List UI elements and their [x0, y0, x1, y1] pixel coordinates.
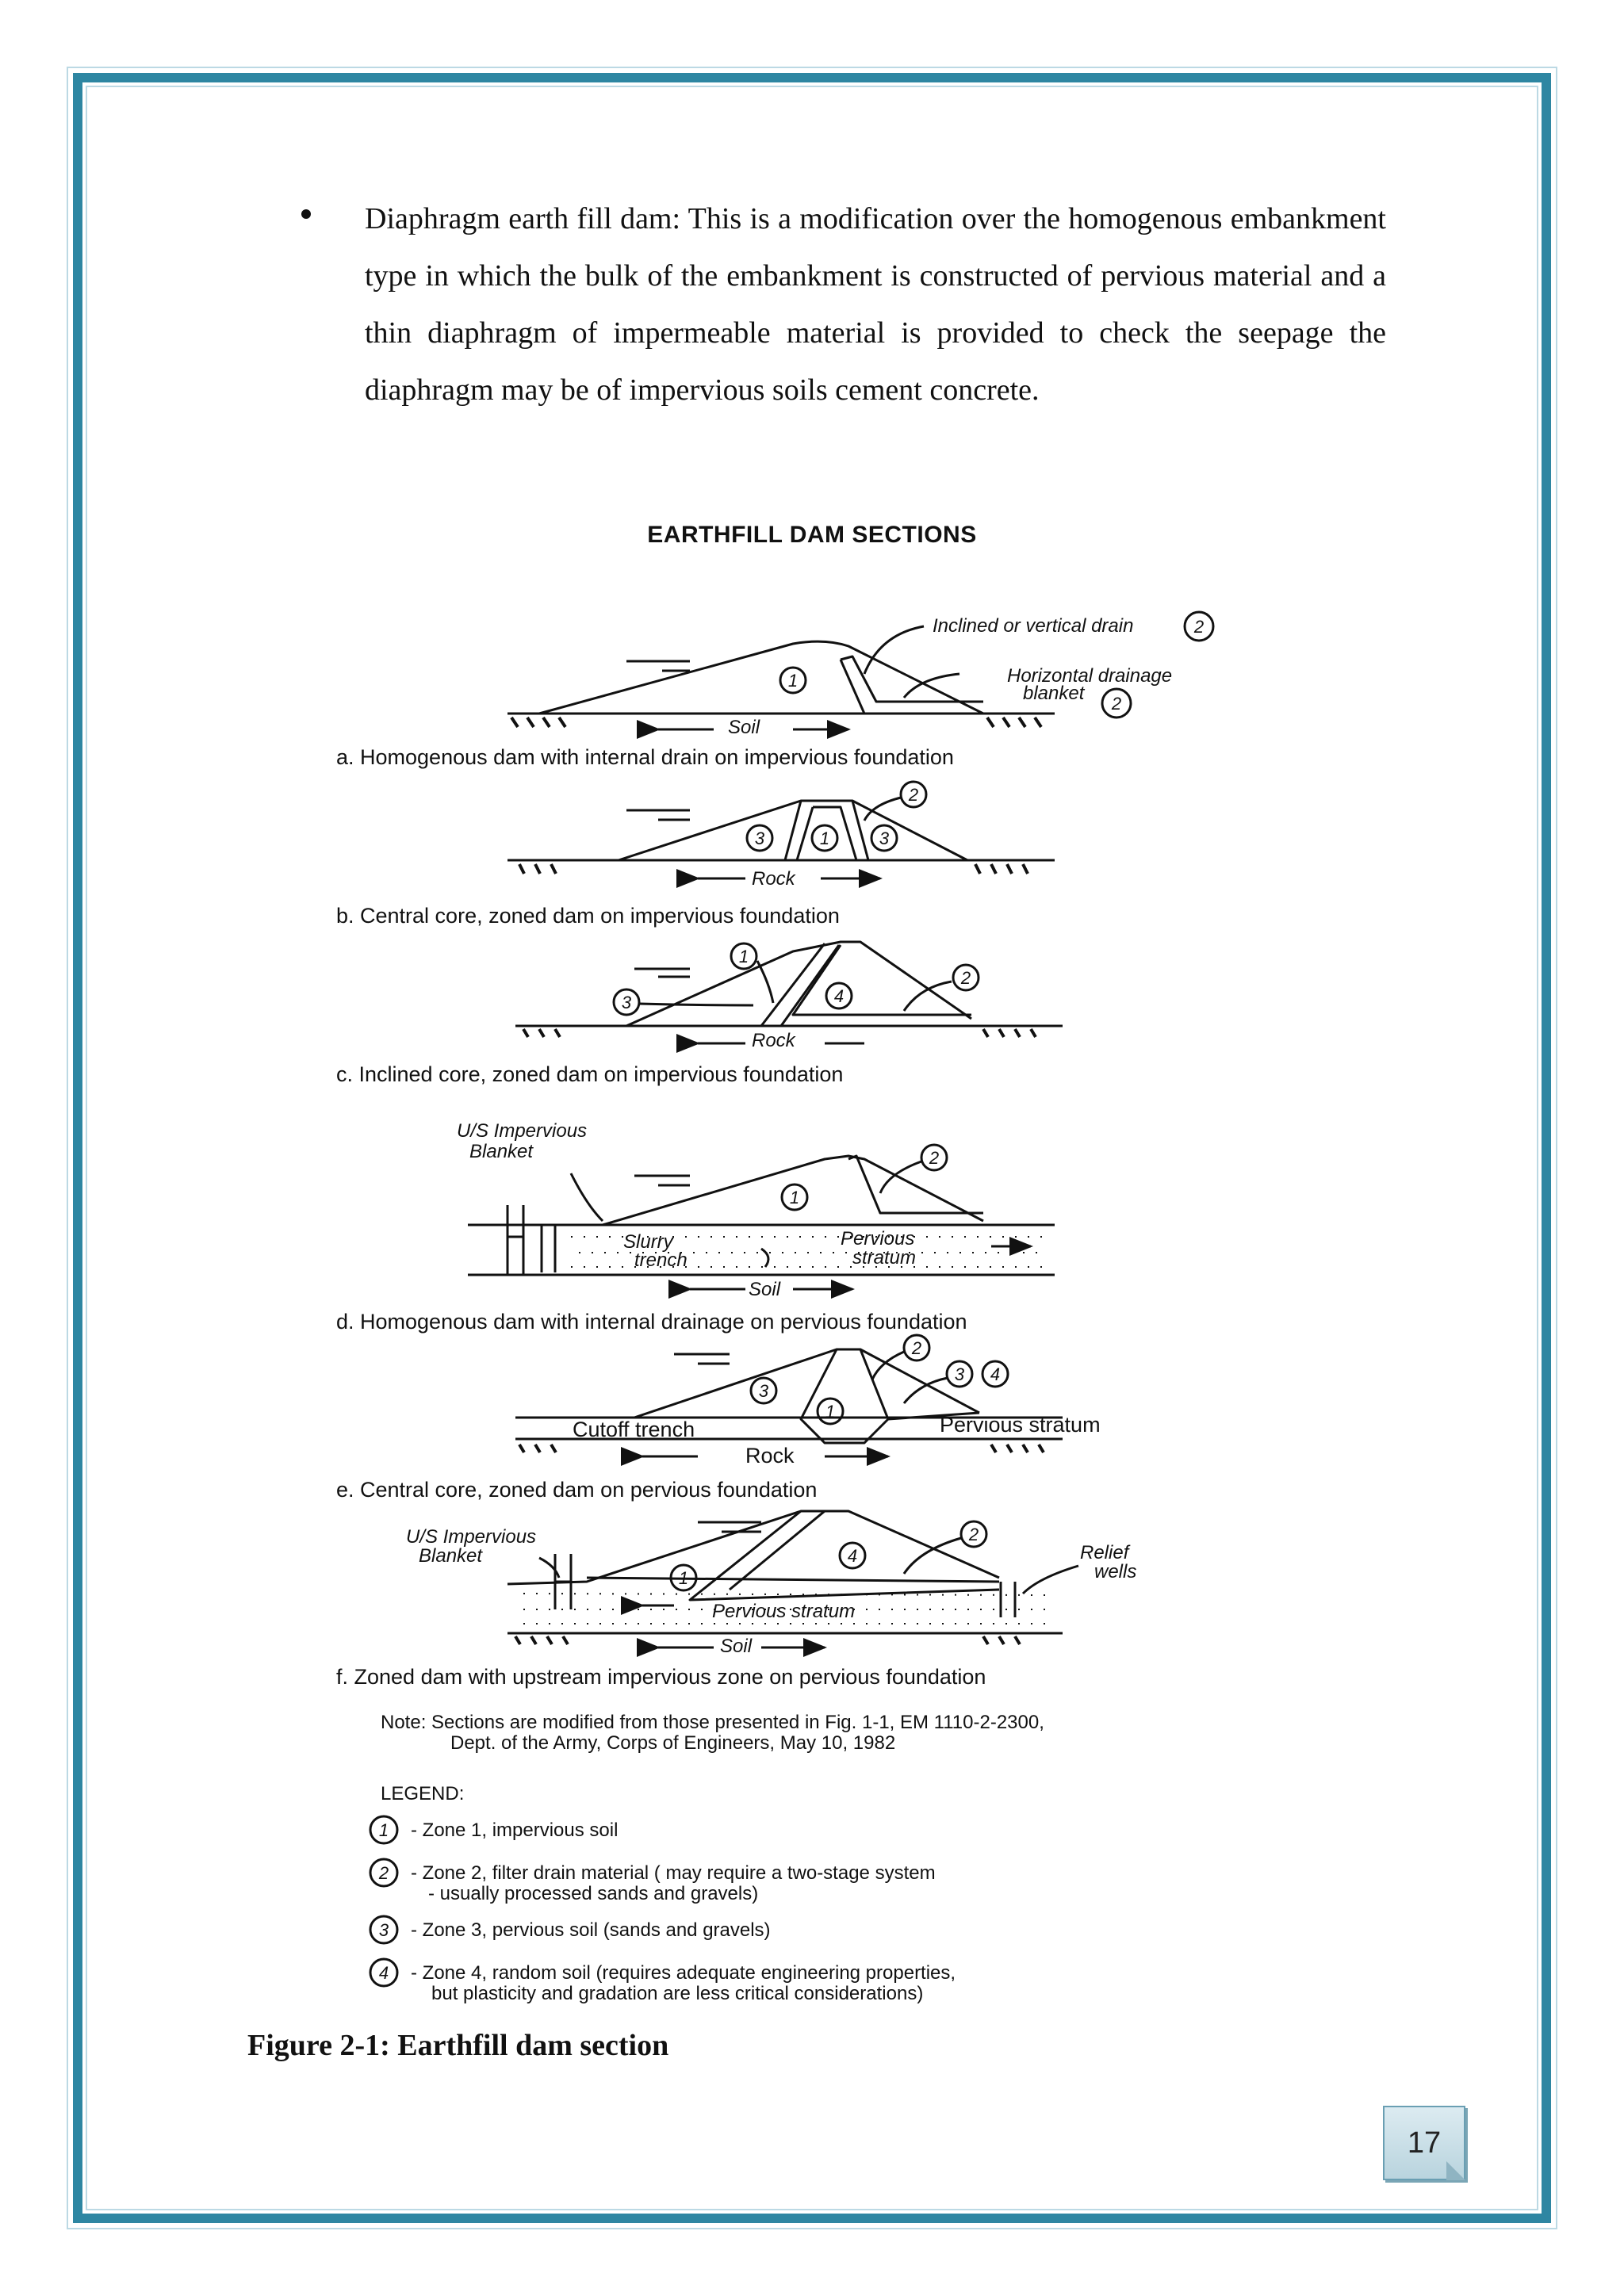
- zone-number: 4: [990, 1364, 1001, 1384]
- figure-title: EARTHFILL DAM SECTIONS: [647, 522, 977, 548]
- label-horizontal-drainage: Horizontal drainage: [1007, 665, 1173, 687]
- legend-number: 1: [378, 1820, 389, 1840]
- note-line-1: Note: Sections are modified from those presented in Fig. 1-1, EM 1110-2-2300,: [381, 1712, 1044, 1733]
- caption-a: a. Homogenous dam with internal drain on impervious foundation: [336, 745, 954, 769]
- label-rock: Rock: [752, 868, 795, 890]
- zone-number: 2: [968, 1525, 979, 1544]
- caption-e: e. Central core, zoned dam on pervious foundation: [336, 1478, 818, 1502]
- label-pervious-stratum: Pervious stratum: [940, 1413, 1101, 1437]
- bullet-paragraph: Diaphragm earth fill dam: This is a modification over the homogenous embankment type in which the bulk of the embankment is constructed of pervious material and a thin diaphragm of impermeable material is provided to check the seepage the diaphragm may be of impervious soils cement concrete.: [365, 202, 1386, 407]
- label-soil: Soil: [728, 717, 760, 738]
- zone-number: 1: [738, 947, 749, 966]
- figure-caption: Figure 2-1: Earthfill dam section: [247, 2029, 669, 2062]
- zone-number: 2: [1193, 617, 1205, 637]
- zone-number: 4: [847, 1546, 858, 1566]
- legend-number: 2: [378, 1863, 389, 1883]
- label-pervious-stratum: Pervious stratum: [712, 1601, 856, 1622]
- section-b-diagram: [508, 782, 1055, 878]
- legend-item-2-cont: - usually processed sands and gravels): [428, 1883, 759, 1904]
- page-number: 17: [1407, 2126, 1442, 2160]
- label-us-impervious: U/S Impervious: [457, 1120, 588, 1142]
- caption-b: b. Central core, zoned dam on impervious foundation: [336, 904, 840, 928]
- note-line-2: Dept. of the Army, Corps of Engineers, May 10, 1982: [450, 1732, 896, 1754]
- zone-number: 2: [911, 1338, 922, 1358]
- section-d-diagram: [468, 1145, 1055, 1289]
- legend-item-4-cont: but plasticity and gradation are less critical considerations): [431, 1983, 924, 2004]
- caption-d: d. Homogenous dam with internal drainage on pervious foundation: [336, 1310, 967, 1334]
- label-blanket: Blanket: [469, 1141, 534, 1162]
- caption-f: f. Zoned dam with upstream impervious zone on pervious foundation: [336, 1665, 986, 1689]
- zone-number: 2: [960, 968, 971, 988]
- legend-number: 3: [378, 1920, 389, 1940]
- label-trench: trench: [634, 1249, 688, 1271]
- section-c-diagram: [515, 942, 1063, 1043]
- legend-circles: [370, 1816, 397, 1986]
- label-rock: Rock: [745, 1444, 795, 1468]
- zone-number: 2: [929, 1148, 940, 1168]
- label-slurry: Slurry: [623, 1231, 673, 1253]
- legend-item-3: - Zone 3, pervious soil (sands and gravels): [411, 1919, 771, 1941]
- legend-item-1: - Zone 1, impervious soil: [411, 1820, 619, 1841]
- zone-number: 3: [754, 828, 765, 848]
- zone-number: 1: [825, 1402, 836, 1422]
- label-rock: Rock: [752, 1030, 795, 1051]
- legend-number: 4: [378, 1963, 389, 1983]
- page-curl-icon: [1446, 2161, 1465, 2180]
- zone-number: 2: [908, 785, 919, 805]
- zone-number: 1: [678, 1568, 689, 1588]
- page-number-box: [1383, 2106, 1465, 2180]
- legend-item-2: - Zone 2, filter drain material ( may require a two-stage system: [411, 1862, 936, 1884]
- label-soil: Soil: [720, 1636, 753, 1657]
- zone-number: 3: [758, 1381, 769, 1401]
- label-cutoff-trench: Cutoff trench: [573, 1418, 695, 1441]
- label-stratum: stratum: [852, 1247, 917, 1269]
- label-blanket: Blanket: [419, 1545, 483, 1567]
- label-blanket: blanket: [1023, 683, 1085, 704]
- zone-number: 1: [787, 671, 799, 691]
- section-f-diagram: [508, 1511, 1078, 1647]
- label-relief: Relief: [1080, 1542, 1129, 1563]
- zone-number: 4: [833, 986, 845, 1006]
- zone-number: 1: [819, 828, 830, 848]
- legend-title: LEGEND:: [381, 1783, 465, 1804]
- legend-item-4: - Zone 4, random soil (requires adequate engineering properties,: [411, 1962, 956, 1984]
- zone-number: 2: [1111, 694, 1122, 714]
- label-us-impervious: U/S Impervious: [406, 1526, 537, 1548]
- label-soil: Soil: [749, 1279, 781, 1300]
- label-pervious: Pervious: [841, 1228, 915, 1249]
- zone-number: 3: [879, 828, 890, 848]
- zone-number: 1: [789, 1188, 800, 1207]
- label-inclined-drain: Inclined or vertical drain: [933, 615, 1134, 637]
- caption-c: c. Inclined core, zoned dam on impervious foundation: [336, 1062, 844, 1086]
- label-wells: wells: [1094, 1561, 1137, 1582]
- zone-number: 3: [621, 993, 632, 1012]
- zone-number: 3: [954, 1364, 965, 1384]
